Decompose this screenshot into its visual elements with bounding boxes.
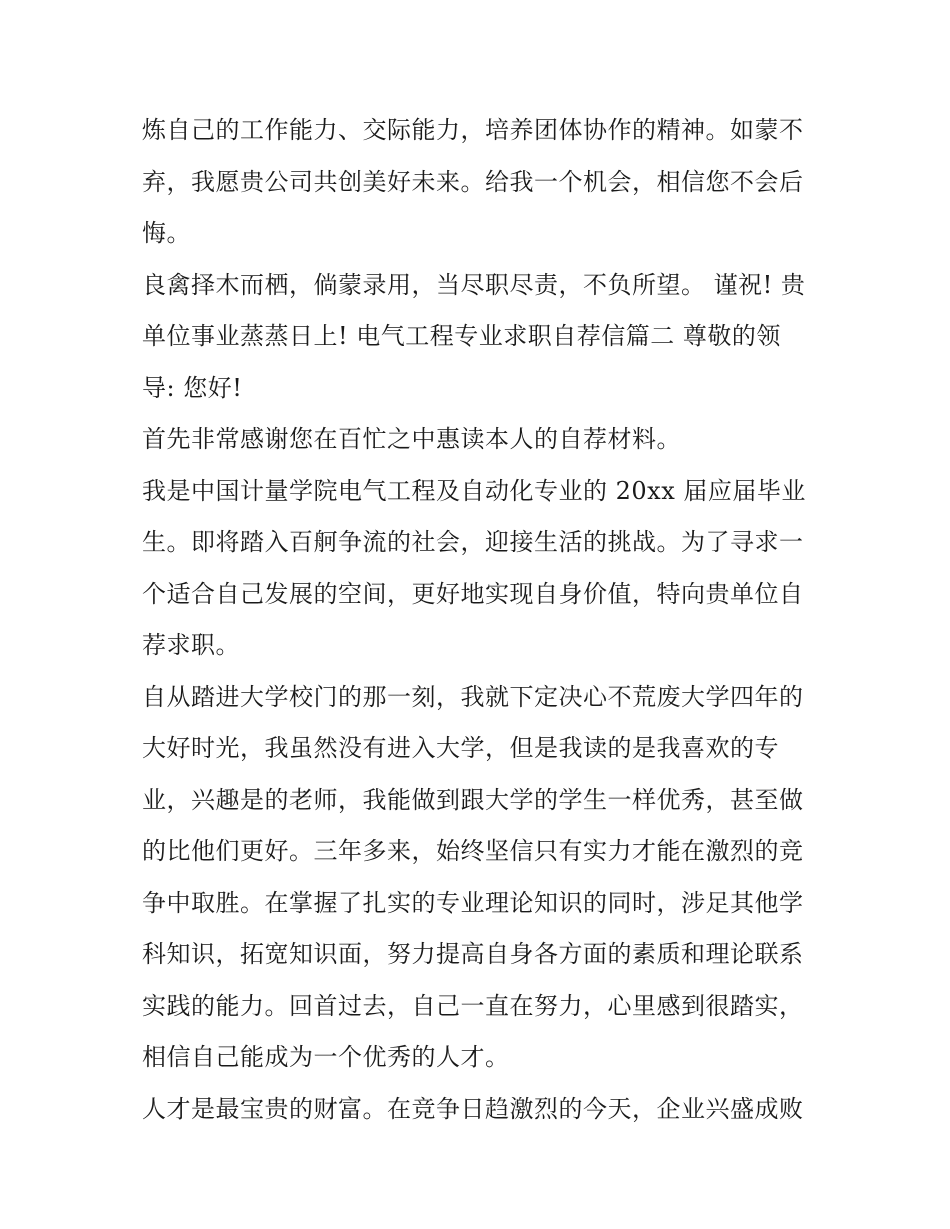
text-line: 悔。: [142, 219, 191, 247]
text-line: 良禽择木而栖，倘蒙录用，当尽职尽责，不负所望。 谨祝! 贵: [142, 270, 806, 299]
text-line: 大好时光，我虽然没有进入大学，但是我读的是我喜欢的专: [142, 734, 779, 762]
text-line: 首先非常感谢您在百忙之中惠读本人的自荐材料。: [142, 425, 681, 453]
text-line: 人才是最宝贵的财富。在竞争日趋激烈的今天，企业兴盛成败: [142, 1094, 804, 1123]
text-line: 炼自己的工作能力、交际能力，培养团体协作的精神。如蒙不: [142, 116, 804, 144]
text-line: 科知识，拓宽知识面，努力提高自身各方面的素质和理论联系: [142, 940, 804, 968]
text-line: 争中取胜。在掌握了扎实的专业理论知识的同时，涉足其他学: [142, 888, 804, 917]
text-line: 业，兴趣是的老师，我能做到跟大学的学生一样优秀，甚至做: [142, 785, 804, 814]
text-line: 相信自己能成为一个优秀的人才。: [142, 1043, 510, 1071]
text-line: 的比他们更好。三年多来，始终坚信只有实力才能在激烈的竞: [142, 837, 804, 865]
text-line: 实践的能力。回首过去，自己一直在努力，心里感到很踏实，: [142, 991, 804, 1020]
text-line: 自从踏进大学校门的那一刻，我就下定决心不荒废大学四年的: [142, 682, 804, 711]
text-line: 弃，我愿贵公司共创美好未来。给我一个机会，相信您不会后: [142, 167, 804, 196]
text-line: 我是中国计量学院电气工程及自动化专业的 20xx 届应届毕业: [142, 476, 806, 505]
text-line: 生。即将踏入百舸争流的社会，迎接生活的挑战。为了寻求一: [142, 528, 804, 556]
text-line: 个适合自己发展的空间，更好地实现自身价值，特向贵单位自: [142, 579, 804, 608]
text-line: 导: 您好!: [142, 373, 243, 402]
text-line: 荐求职。: [142, 631, 240, 659]
text-line: 单位事业蒸蒸日上! 电气工程专业求职自荐信篇二 尊敬的领: [142, 322, 781, 350]
letter-body: [142, 105, 822, 1135]
